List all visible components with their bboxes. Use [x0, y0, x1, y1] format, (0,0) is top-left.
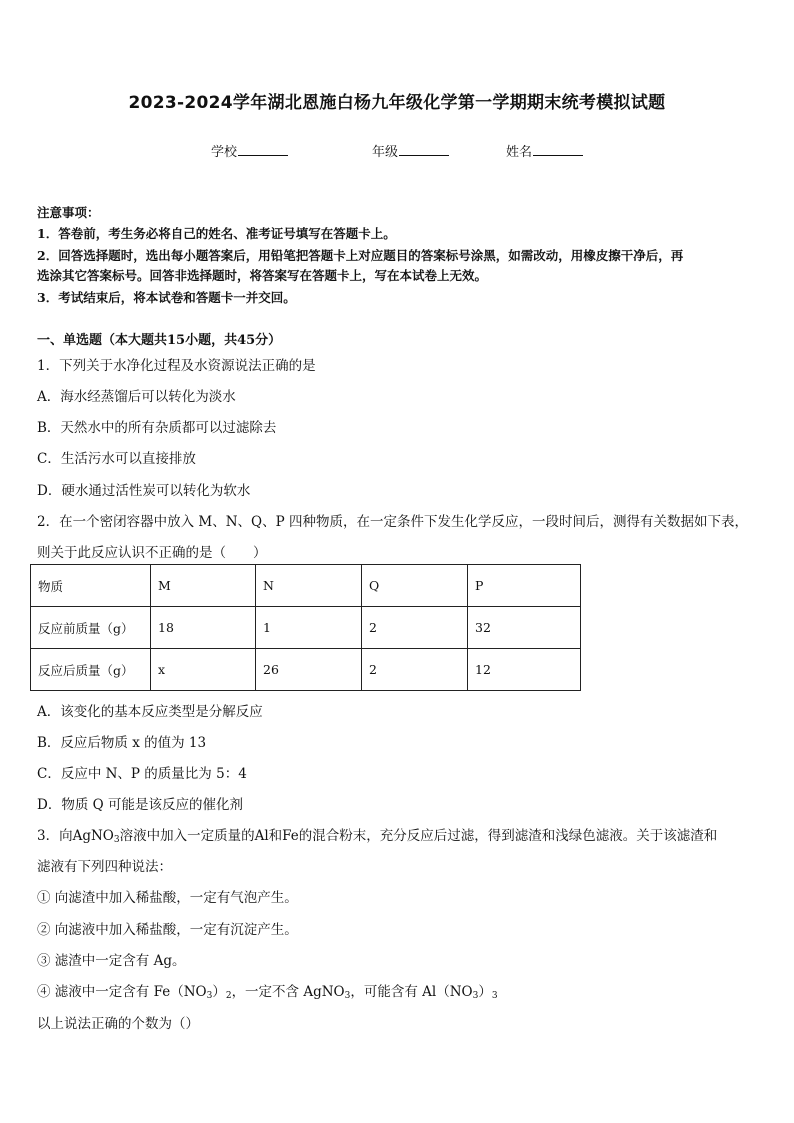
subscript: 2 — [225, 991, 232, 1001]
subscript: 3 — [344, 991, 351, 1001]
grade-blank — [399, 143, 449, 156]
q3-text: ，可能含有 Al（NO — [350, 984, 473, 1000]
table-cell: Q — [362, 565, 468, 607]
school-blank — [238, 143, 288, 156]
q3-text: 溶液中加入一定质量的Al和Fe的混合粉末，充分反应后过滤，得到滤渣和浅绿色滤液。关于该滤渣和 — [119, 828, 718, 844]
notes-heading: 注意事项： — [37, 205, 100, 220]
q2-stem-line2: 则关于此反应认识不正确的是（ ） — [37, 545, 267, 561]
table-cell: P — [468, 565, 581, 607]
q1-option-b: B．天然水中的所有杂质都可以过滤除去 — [37, 420, 277, 436]
table-cell: 26 — [256, 649, 362, 691]
note-item: 选涂其它答案标号。回答非选择题时，将答案写在答题卡上，写在本试卷上无效。 — [37, 268, 488, 283]
table-cell: 反应前质量（g） — [31, 607, 151, 649]
q3-stem-line2: 滤液有下列四种说法： — [37, 859, 172, 875]
table-row — [31, 607, 581, 649]
note-item: 1．答卷前，考生务必将自己的姓名、准考证号填写在答题卡上。 — [37, 226, 396, 241]
q3-statement-2: ② 向滤液中加入稀盐酸，一定有沉淀产生。 — [37, 922, 298, 938]
name-label: 姓名 — [506, 145, 533, 160]
table-cell: x — [151, 649, 256, 691]
q1-option-c: C．生活污水可以直接排放 — [37, 451, 196, 467]
q3-text: ） — [478, 984, 492, 1000]
section-heading: 一、单选题（本大题共15小题，共45分） — [37, 333, 282, 348]
q2-option-c: C．反应中 N、P 的质量比为 5：4 — [37, 766, 247, 782]
q3-stem-line1 — [37, 824, 717, 845]
table-header-row — [31, 565, 581, 607]
q3-statement-1: ① 向滤渣中加入稀盐酸，一定有气泡产生。 — [37, 890, 298, 906]
table-cell: 1 — [256, 607, 362, 649]
table-cell: M — [151, 565, 256, 607]
table-cell: 32 — [468, 607, 581, 649]
q3-statement-4 — [37, 980, 498, 1001]
table-cell: 12 — [468, 649, 581, 691]
q2-option-b: B．反应后物质 x 的值为 13 — [37, 735, 207, 751]
q1-stem: 1．下列关于水净化过程及水资源说法正确的是 — [37, 358, 316, 374]
page-title: 2023-2024学年湖北恩施白杨九年级化学第一学期期末统考模拟试题 — [128, 93, 666, 113]
note-item: 2．回答选择题时，选出每小题答案后，用铅笔把答题卡上对应题目的答案标号涂黑，如需改动，用橡皮擦干净后，再 — [37, 248, 684, 263]
q1-option-a: A．海水经蒸馏后可以转化为淡水 — [37, 389, 236, 405]
note-item: 3．考试结束后，将本试卷和答题卡一并交回。 — [37, 290, 296, 305]
table-row — [31, 649, 581, 691]
table-cell: 物质 — [31, 565, 151, 607]
q2-option-a: A．该变化的基本反应类型是分解反应 — [37, 704, 263, 720]
table-cell: 18 — [151, 607, 256, 649]
subscript: 3 — [206, 991, 213, 1001]
table-cell: 2 — [362, 607, 468, 649]
data-table — [30, 564, 581, 691]
table-cell: 反应后质量（g） — [31, 649, 151, 691]
q2-option-d: D．物质 Q 可能是该反应的催化剂 — [37, 797, 243, 813]
subscript: 3 — [491, 991, 498, 1001]
q3-text: ） — [212, 984, 226, 1000]
table-cell: N — [256, 565, 362, 607]
q3-statement-3: ③ 滤渣中一定含有 Ag。 — [37, 953, 186, 969]
subscript: 3 — [472, 991, 479, 1001]
q3-text: 3．向AgNO — [37, 828, 114, 844]
name-blank — [533, 143, 583, 156]
school-label: 学校 — [211, 145, 238, 160]
table-cell: 2 — [362, 649, 468, 691]
q1-option-d: D．硬水通过活性炭可以转化为软水 — [37, 483, 251, 499]
q2-stem-line1: 2．在一个密闭容器中放入 M、N、Q、P 四种物质，在一定条件下发生化学反应，一段时间后，测得有关数据如下表， — [37, 514, 748, 530]
grade-label: 年级 — [372, 145, 399, 160]
q3-text: ④ 滤液中一定含有 Fe（NO — [37, 984, 207, 1000]
subscript: 3 — [113, 835, 120, 845]
q3-text: ，一定不含 AgNO — [231, 984, 345, 1000]
q3-final: 以上说法正确的个数为（） — [37, 1016, 199, 1032]
school-field — [211, 141, 288, 160]
name-field — [506, 141, 583, 160]
grade-field — [372, 141, 449, 160]
